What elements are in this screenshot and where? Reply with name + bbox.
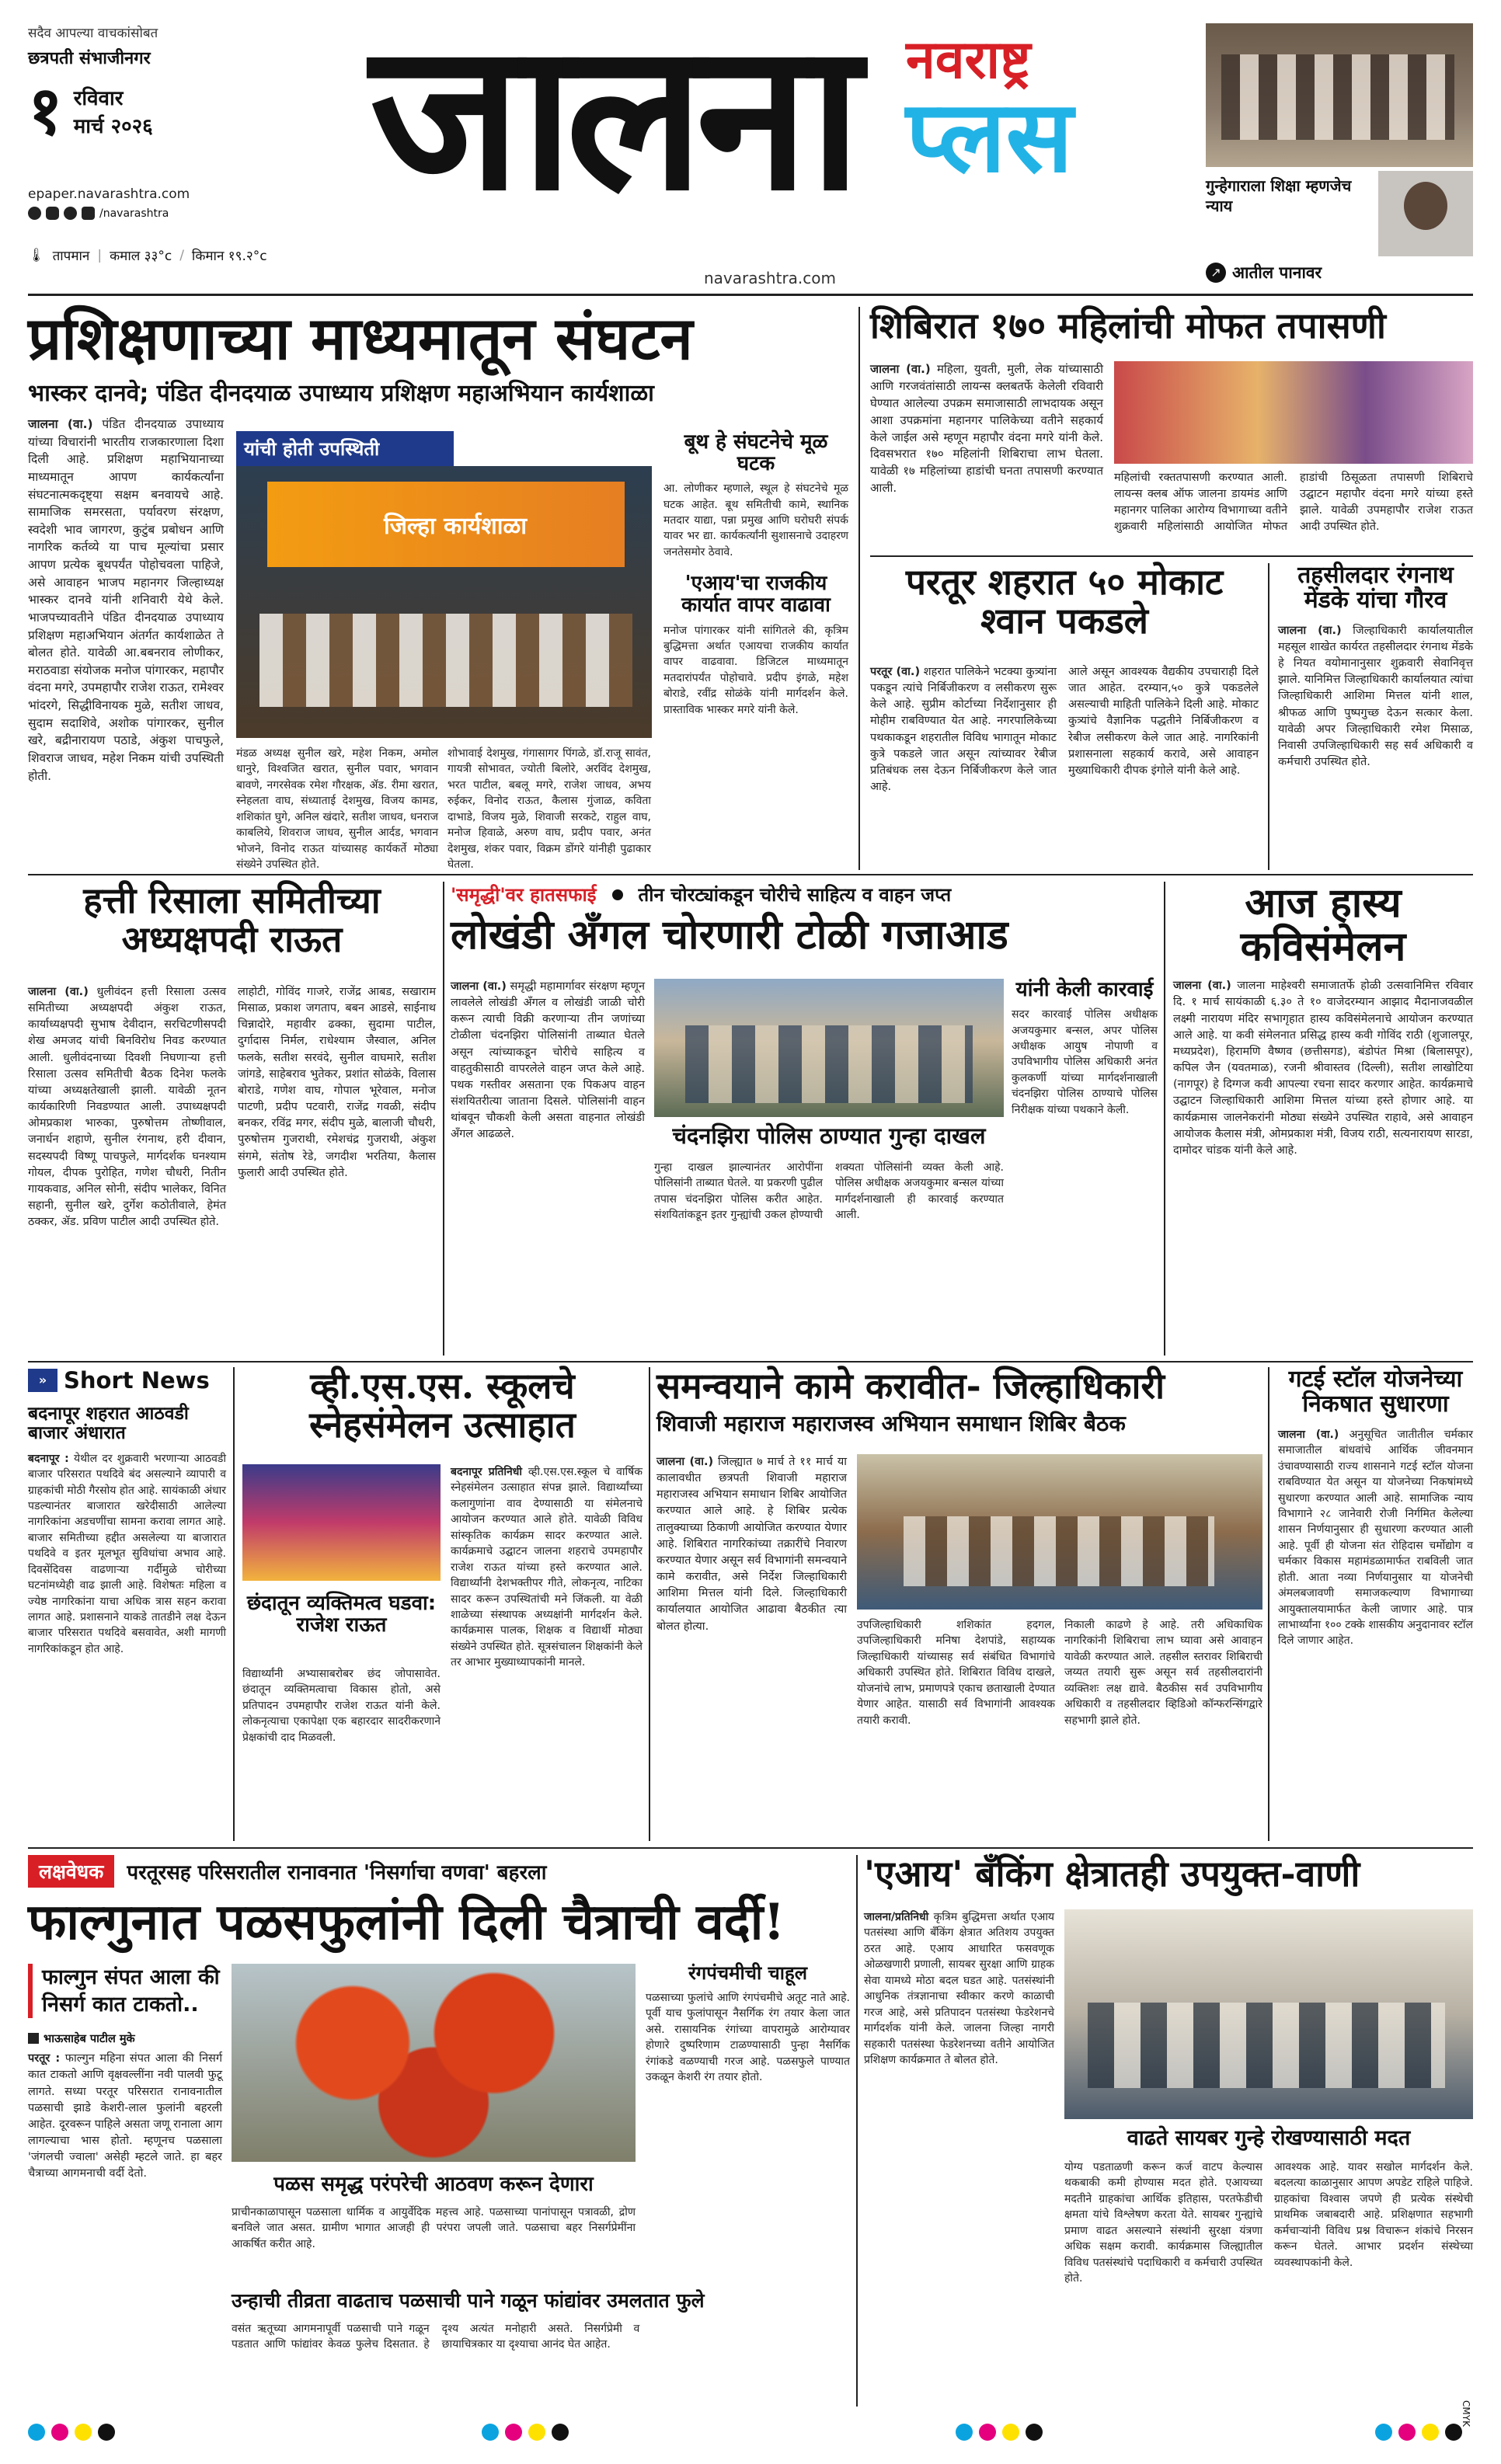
- masthead-month-year: मार्च २०२६: [73, 115, 153, 138]
- story1-text: पंडित दीनदयाळ उपाध्याय यांच्या विचारांनी भारतीय राजकारणाला दिशा दिली आहे. प्रशिक्षण महाभियानाच्या माध्यमातून आपण कार्यकर्त्यांना संघटनात्मकदृष्ट्या सक्षम बनवायचे आहे. सामाजिक समरसता, पर्यावरण संरक्षण, स्वदेशी भाव जागरण, कुटुंब प्रबोधन आणि नागरिक कर्तव्ये या पाच मूल्यांचा प्रसार आपण प्रत्येक बूथपर्यंत पोहोचवला पाहिजे, असे आवाहन भाजप महानगर जिल्हाध्यक्ष भास्कर दानवे यांनी शनिवारी येथे केले. भाजपच्यावतीने पंडित दीनदयाळ उपाध्याय प्रशिक्षण महाअभियान अंतर्गत कार्यशाळेत ते बोलत होते. यावेळी आ.बबनराव लोणीकर, मराठवाडा संयोजक मनोज पांगारकर, महापौर वंदना मगरे, उपमहापौर राजेश राऊत, रामेश्वर भांदरगे, सिद्धीविनायक मुळे, सतीश जाधव, सुदाम सदाशिवे, अशोक पांगारकर, सुनील खरे, बद्रीनारायण पठाडे, अंकुश पाचफुले, शिवराज जाधव, महेश निकम यांची उपस्थिती होती.: [28, 417, 224, 783]
- story8-photo: [242, 1464, 441, 1581]
- story-training-sangathan: [28, 304, 848, 872]
- lakshvedhak-kicker: परतूरसह परिसरातील रानावनात 'निसर्गाचा वणवा' बहरला: [127, 1861, 547, 1885]
- story2-body-2: महिलांची रक्ततपासणी करण्यात आली. लायन्स क्लब ऑफ जालना डायमंड आणि महानगर पालिका आरोग्य विभागाच्या वतीने शुक्रवारी महिलांसाठी आयोजित मोफत हाडांची ठिसूळता तपासणी शिबिराचे उद्घाटन महापौर वंदना मगरे यांच्या हस्ते झाले. यावेळी उपमहापौर राजेश राऊत आदी उपस्थित होते.: [1114, 472, 1473, 534]
- story6-body-2: गुन्हा दाखल झाल्यानंतर आरोपींना पोलिसांनी ताब्यात घेतले. या प्रकरणी पुढील तपास चंदनझिरा पोलिस करीत आहेत. संशयितांकडून इतर गुन्ह्यांची उकल होण्याची शक्यता पोलिसांनी व्यक्त केली आहे. पोलिस अधीक्षक अजयकुमार बन्सल यांच्या मार्गदर्शनाखाली ही कारवाई करण्यात आली.: [654, 1161, 1004, 1222]
- website[interactable]: navarashtra.com: [704, 269, 836, 287]
- masthead-date-number: १: [28, 72, 63, 150]
- story6-headline: लोखंडी अँगल चोरणारी टोळी गजाआड: [451, 911, 1008, 959]
- shortnews-headline: बदनापूर शहरात आठवडी बाजार अंधारात: [28, 1404, 189, 1443]
- story6-photo: [654, 979, 1004, 1117]
- story8-quote-title: छंदातून व्यक्तिमत्व घडवा: राजेश राऊत: [246, 1592, 437, 1637]
- story11-body-3: आवश्यक आहे. यावर सखोल मार्गदर्शन केले. बदलत्या काळानुसार आपण अपडेट राहिले पाहिजे. ग्राहकांचा विश्वास जपणे ही प्रत्येक संस्थेची प्राथमिक जबाबदारी आहे. प्रशिक्षणात सहभागी कर्मचाऱ्यांनी विविध प्रश्न विचारून शंकांचे निरसन करून घेतले. आभार प्रदर्शन संस्थेच्या व्यवस्थापकांनी केले.: [1274, 2161, 1473, 2269]
- story-vss-school: [242, 1367, 643, 1841]
- story1-body-2: मंडळ अध्यक्ष सुनील खरे, महेश निकम, अमोल धानुरे, विश्वजित खरात, सुनील पवार, भगवान बावणे, नगरसेवक रमेश गौरक्षक, ॲड. रीमा खरात, स्नेहलता वाघ, संध्याताई देशमुख, विजय कामड, शशिकांत घुगे, अनिल खंदारे, सतीश जाधव, धनराज काबलिये, शिवराज जाधव, सुनील आर्दड, भगवान भोजने, विनोद राऊत यांच्यासह कार्यकर्ते मोठ्या संख्येने उपस्थित होते.: [236, 747, 438, 872]
- story4-headline: तहसीलदार रंगनाथ मेंडके यांचा गौरव: [1297, 562, 1454, 614]
- promo-author-photo: [1378, 171, 1473, 256]
- promo-author: आतील पानावर: [1232, 263, 1322, 282]
- story11-photo-caption: वाढते सायबर गुन्हे रोखण्यासाठी मदत: [1127, 2126, 1411, 2150]
- story6-dateline: जालना (वा.): [451, 980, 507, 993]
- story9-headline: समन्वयाने कामे करावीत- जिल्हाधिकारी: [656, 1365, 1165, 1407]
- story-hatti-risala: [28, 879, 436, 1356]
- lakshvedhak-body: परतूर : फाल्गुन महिना संपत आला की निसर्ग कात टाकतो आणि वृक्षवल्लींना नवी पालवी फुटू लागते. सध्या परतूर परिसरात रानावनातील पळसाची झाडे केशरी-लाल फुलांनी बहरली आहेत. दूरवरून पाहिले असता जणू रानाला आग लागल्याचा भास होतो. म्हणूनच पळसाला 'जंगलची ज्वाला' असेही म्हटले जाते. हा बहर चैत्राच्या आगमनाची वर्दी देतो.: [28, 2052, 223, 2180]
- story2-photo: [1114, 361, 1473, 464]
- story3-body-2: आले असून आवश्यक वैद्यकीय उपचाराही दिले जात आहेत. दरम्यान,५० कुत्रे पकडलेले असल्याची माहिती पालिकेने दिली आहे. मोकाट कुत्र्यांचे वैज्ञानिक पद्धतीने निर्बिजीकरण व रेबीज लसीकरण केले जात आहे. नागरिकांनी प्रशासनाला सहकार्य करावे, असे आवाहन मुख्याधिकारी दीपक इंगोले यांनी केले आहे.: [1068, 666, 1259, 777]
- lakshvedhak-photo: [232, 1964, 636, 2162]
- story4-body: जालना (वा.) जिल्हाधिकारी कार्यालयातील महसूल शाखेत कार्यरत तहसीलदार रंगनाथ मेंडके हे नियत वयोमानानुसार शुक्रवारी सेवानिवृत्त झाले. यानिमित्त जिल्हाधिकारी कार्यालयात त्यांचा जिल्हाधिकारी आशिमा मित्तल यांनी शाल, श्रीफळ आणि पुष्पगुच्छ देऊन सत्कार केला. यावेळी अपर जिल्हाधिकारी रमेश मिसाळ, निवासी उपजिल्हाधिकारी सह सर्व अधिकारी व कर्मचारी उपस्थित होते.: [1278, 624, 1473, 769]
- byline-icon: [28, 2033, 39, 2044]
- temperature-min: किमान १९.२°c: [191, 249, 267, 264]
- story3-headline: परतूर शहरात ५० मोकाट श्वान पकडले: [905, 561, 1224, 642]
- facebook-icon[interactable]: [28, 207, 41, 220]
- color-registration-marks-right: [1375, 2424, 1468, 2444]
- story1-body: [28, 416, 224, 785]
- story3-body: परतूर (वा.) शहरात पालिकेने भटक्या कुत्र्यांना पकडून त्यांचे निर्बिजीकरण व लसीकरण सुरू केले आहे. सुप्रीम कोर्टाच्या निर्देशानुसार ही मोहीम राबविण्यात येत आहे. नगरपालिकेच्या पथकाकडून शहरातील विविध भागातून मोकाट कुत्रे पकडले जात असून त्यांच्यावर रेबीज प्रतिबंधक लस देऊन निर्बिजीकरण केले जात आहे.: [870, 666, 1057, 794]
- lakshvedhak-headline: फाल्गुनात पळसफुलांनी दिली चैत्राची वर्दी!: [28, 1893, 785, 1951]
- instagram-icon[interactable]: [46, 207, 59, 220]
- story-palash-flowers: [28, 1855, 850, 2407]
- short-news: [28, 1367, 226, 1841]
- youtube-icon[interactable]: [82, 207, 95, 220]
- story1-banner: जिल्हा कार्यशाळा: [267, 482, 625, 567]
- bullet-icon: [612, 889, 623, 900]
- story9-body-3: निकाली काढणे हे आहे. तरी अधिकाधिक नागरिकांनी शिबिराचा लाभ घ्यावा असे आवाहन यावेळी करण्यात आले. तहसील स्तरावर शिबिराची जय्यत तयारी सुरू असून सर्व तहसीलदारांनी व्यक्तिशः लक्ष द्यावे. बैठकीस सर्व उपविभागीय अधिकारी व तहसीलदार व्हिडिओ कॉन्फरन्सिंगद्वारे सहभागी झाले होते.: [1064, 1619, 1262, 1727]
- story9-body: जालना (वा.) जिल्ह्यात ७ मार्च ते ११ मार्च या कालावधीत छत्रपती शिवाजी महाराज महाराजस्व अभियान समाधान शिबिर आयोजित करण्यात आले आहे. हे शिबिर प्रत्येक तालुक्याच्या ठिकाणी आयोजित करण्यात येणार आहे. शिबिरात नागरिकांच्या तक्रारींचे निवारण करण्यात येणार असून सर्व विभागांनी समन्वयाने कामे करावीत, असे निर्देश जिल्हाधिकारी आशिमा मित्तल यांनी दिले. जिल्हाधिकारी कार्यालयात आयोजित आढावा बैठकीत त्या बोलत होत्या.: [656, 1456, 848, 1633]
- brand-top: नवराष्ट्र: [906, 30, 1031, 91]
- story6-sidebar-title: यांनी केली कारवाई: [1015, 978, 1154, 1001]
- story-gatai-stall: [1278, 1367, 1473, 1841]
- story1-box2-title: 'एआय'चा राजकीय कार्यात वापर वाढावा: [681, 572, 831, 618]
- story6-subhead: चंदनझिरा पोलिस ठाण्यात गुन्हा दाखल: [672, 1122, 986, 1149]
- masthead: सदैव आपल्या वाचकांसोबत छत्रपती संभाजीनगर १ रविवार मार्च २०२६ epaper.navarashtra.com /navarashtra 🌡 तापमान | कमाल ३३°c / किमान १९.२°c जालना नवराष्ट्र प्लस गुन्हेगाराला शिक्षा म्हणजेच न्याय ↗ आतील पानावर navarashtra.com: [28, 23, 1473, 291]
- shortnews-dateline: बदनापूर :: [28, 1452, 69, 1465]
- brand-bottom: प्लस: [906, 79, 1074, 196]
- story8-dateline: बदनापूर प्रतिनिधी: [451, 1466, 523, 1478]
- story1-box1-text: आ. लोणीकर म्हणाले, स्थूल हे संघटनेचे मूळ घटक आहेत. बूथ समितीची कामे, स्थानिक मतदार याद्या, पन्ना प्रमुख आणि घरोघरी संपर्क यावर भर द्या. कार्यकर्त्यांनी सुशासनाचे उदाहरण जनतेसमोर ठेवावे.: [663, 482, 848, 559]
- story6-kicker-2: तीन चोरट्यांकडून चोरीचे साहित्य व वाहन जप्त: [638, 884, 952, 906]
- story-hasya-kavi: [1173, 879, 1474, 1356]
- story11-dateline: जालना/प्रतिनिधी: [864, 1911, 929, 1923]
- lakshvedhak-byline: भाऊसाहेब पाटील मुके: [44, 2033, 135, 2046]
- story2-headline: शिबिरात १७० महिलांची मोफत तपासणी: [870, 305, 1386, 346]
- story5-dateline: जालना (वा.): [28, 986, 89, 998]
- story6-kicker: 'समृद्धी'वर हातसफाई: [451, 884, 597, 906]
- story1-dateline: जालना (वा.): [28, 417, 93, 431]
- story6-body: जालना (वा.) समृद्धी महामार्गावर संरक्षण म्हणून लावलेले लोखंडी अँगल व लोखंडी जाळी चोरी करून त्याची विक्री करणाऱ्या तीन जणांच्या टोळीला चंदनझिरा पोलिसांनी ताब्यात घेतले असून त्यांच्याकडून चोरीचे साहित्य व वाहतुकीसाठी वापरलेले वाहन जप्त केले आहे. पथक गस्तीवर असताना एक पिकअप वाहन संशयितरीत्या जाताना दिसले. पोलिसांनी वाहन थांबवून चौकशी केली असता वाहनात लोखंडी अँगल आढळले.: [451, 980, 646, 1141]
- story8-body: बदनापूर प्रतिनिधी व्ही.एस.एस.स्कूल चे वार्षिक स्नेहसंमेलन उत्साहात संपन्न झाले. विद्यार्थ्यांच्या कलागुणांना वाव देण्यासाठी या संमेलनाचे आयोजन करण्यात आले होते. यावेळी विविध सांस्कृतिक कार्यक्रम सादर करण्यात आले. कार्यक्रमाचे उद्घाटन जालना शहराचे उपमहापौर राजेश राऊत यांच्या हस्ते करण्यात आले. विद्यार्थ्यांनी देशभक्तीपर गीते, लोकनृत्य, नाटिका सादर करून उपस्थितांची मने जिंकली. या वेळी शाळेच्या संस्थापक अध्यक्षांनी मार्गदर्शन केले. कार्यक्रमास पालक, शिक्षक व विद्यार्थी मोठ्या संख्येने उपस्थित होते. सूत्रसंचालन शिक्षकांनी केले तर आभार मुख्याध्यापकांनी मानले.: [451, 1466, 643, 1669]
- story11-headline: 'एआय' बँकिंग क्षेत्रातही उपयुक्त-वाणी: [864, 1853, 1360, 1895]
- lakshvedhak-dateline: परतूर :: [28, 2052, 61, 2066]
- promo-box[interactable]: [1159, 23, 1473, 287]
- masthead-tagline: सदैव आपल्या वाचकांसोबत: [28, 26, 158, 41]
- story2-body: जालना (वा.) महिला, युवती, मुली, लेक यांच्यासाठी आणि गरजवंतांसाठी लायन्स क्लबतर्फे केलेली रविवारी घेण्यात आलेल्या उपक्रम समाजासाठी लाभदायक असून आशा उपक्रमांना महानगर पालिकेच्या वतीने सहकार्य केले जाईल असे म्हणून महापौर वंदना मगरे यांनी केले. दिवसभरात १७० महिलांनी शिबिराचा लाभ घेतला. यावेळी १७ महिलांच्या हाडांची घनता तपासणी करण्यात आली.: [870, 362, 1103, 496]
- epaper-link[interactable]: epaper.navarashtra.com: [28, 186, 190, 202]
- story11-photo: [1064, 1909, 1473, 2119]
- story5-body-2: लाहोटी, गोविंद गाजरे, राजेंद्र आबड, सखाराम मिसाळ, प्रकाश जगताप, बबन आडसे, साईनाथ चिन्नादोरे, महावीर ढक्का, सुदामा पाटील, दुर्गादास निर्मल, राधेश्याम जैस्वाल, अनिल फलके, सतीश सरवंदे, सुनील वाघमारे, सतीश जांगडे, साहेबराव भुतेकर, प्रशांत सोळंके, विलास बोराडे, गणेश वाघ, गोपाल भूरेवाल, मनोज पाटणी, प्रदीप पटवारी, राजेंद्र गवळी, संदीप बनकर, रविंद्र मगर, संदीप मुळे, बालाजी चौधरी, पुरुषोत्तम गुजराथी, रमेशचंद्र गुजराथी, अंकुश संगमे, संतोष रेडे, जगदीश भरतिया, कैलास फुलारी आदी उपस्थित होते.: [238, 986, 436, 1179]
- temperature-max: कमाल ३३°c: [110, 249, 172, 264]
- story-ai-banking: [864, 1855, 1473, 2407]
- story1-box1-title: बूथ हे संघटनेचे मूळ घटक: [684, 430, 828, 476]
- story7-headline: आज हास्य कविसंमेलन: [1240, 879, 1406, 971]
- social-handle: /navarashtra: [99, 207, 169, 220]
- short-news-icon: »: [28, 1369, 57, 1392]
- promo-headline: गुन्हेगाराला शिक्षा म्हणजेच न्याय: [1206, 176, 1352, 215]
- color-registration-marks-center: [482, 2424, 575, 2444]
- story-iron-theft-gang: [451, 882, 1158, 1356]
- story11-body-2: योग्य पडताळणी करून कर्ज वाटप केल्यास थकबाकी कमी होण्यास मदत होते. एआयच्या मदतीने ग्राहकांचा आर्थिक इतिहास, परतफेडीची क्षमता यांचे विश्लेषण करता येते. सायबर गुन्ह्यांचे प्रमाण वाढत असल्याने संस्थांनी सुरक्षा यंत्रणा अधिक सक्षम करावी. कार्यक्रमास जिल्ह्यातील विविध पतसंस्थांचे पदाधिकारी व कर्मचारी उपस्थित होते.: [1064, 2161, 1262, 2285]
- story11-body: जालना/प्रतिनिधी कृत्रिम बुद्धिमत्ता अर्थात एआय पतसंस्था आणि बँकिंग क्षेत्रात अतिशय उपयुक्त ठरत आहे. एआय आधारित फसवणूक ओळखणारी प्रणाली, सायबर सुरक्षा आणि ग्राहक सेवा यामध्ये मोठा बदल घडत आहे. पतसंस्थांनी आधुनिक तंत्रज्ञानाचा स्वीकार करणे काळाची गरज आहे, असे प्रतिपादन पतसंस्था फेडरेशनचे मार्गदर्शक यांनी केले. जालना जिल्हा नागरी सहकारी पतसंस्था फेडरेशनच्या वतीने आयोजित प्रशिक्षण कार्यक्रमात ते बोलत होते.: [864, 1911, 1055, 2066]
- story3-dateline: परतूर (वा.): [870, 666, 921, 678]
- lakshvedhak-section-title: रंगपंचमीची चाहूल: [688, 1962, 808, 1984]
- story7-dateline: जालना (वा.): [1173, 980, 1231, 993]
- story-tahsildar-honour: [1278, 563, 1473, 870]
- story-stray-dogs: [870, 563, 1259, 870]
- story1-box2-text: मनोज पांगारकर यांनी सांगितले की, कृत्रिम बुद्धिमत्ता अर्थात एआयचा राजकीय कार्यात वापर वाढवावा. डिजिटल माध्यमातून मतदारांपर्यंत पोहोचावे. प्रदीप इंगळे, महेश बोराडे, रवींद्र सोळंके यांनी मार्गदर्शन केले. प्रास्ताविक भास्कर मगरे यांनी केले.: [663, 624, 848, 716]
- story8-headline: व्ही.एस.एस. स्कूलचे स्नेहसंमेलन उत्साहात: [309, 1365, 576, 1446]
- story6-sidebar-text: सदर कारवाई पोलिस अधीक्षक अजयकुमार बन्सल, अपर पोलिस अधीक्षक आयुष नोपाणी व उपविभागीय पोलिस अधिकारी अनंत कुलकर्णी यांच्या मार्गदर्शनाखाली चंदनझिरा पोलिस ठाण्याचे पोलिस निरीक्षक यांच्या पथकाने केली.: [1012, 1008, 1158, 1116]
- story-collector-meeting: [656, 1367, 1262, 1841]
- lakshvedhak-body-2: वसंत ऋतूच्या आगमनापूर्वी पळसाची पाने गळून पडतात आणि फांद्यांवर केवळ फुलेच दिसतात. हे दृश्य अत्यंत मनोहारी असते. निसर्गप्रेमी व छायाचित्रकार या दृश्याचा आनंद घेत आहेत.: [232, 2323, 640, 2351]
- color-registration-marks: [28, 2424, 121, 2444]
- lakshvedhak-subhead-2: उन्हाची तीव्रता वाढताच पळसाची पाने गळून फांद्यांवर उमलतात फुले: [232, 2289, 705, 2312]
- temperature-label: तापमान: [52, 249, 90, 264]
- arrow-icon: ↗: [1206, 263, 1226, 283]
- masthead-edition: छत्रपती संभाजीनगर: [28, 49, 151, 68]
- lakshvedhak-pull-quote: फाल्गुन संपत आला की निसर्ग कात टाकतो..: [28, 1964, 222, 2018]
- x-icon[interactable]: [64, 207, 77, 220]
- short-news-badge: Short News: [64, 1367, 210, 1394]
- story1-body-3: शोभावाई देशमुख, गंगासागर पिंगळे, डॉ.राजू सावंत, गायत्री सोभावत, ज्योती बिलोरे, अरविंद देशमुख, भरत पाटील, बबलू मगरे, राजेश जाधव, अभय रुईकर, विनोद राऊत, कैलास गुंजाळ, कविता दाभाडे, विजय मुळे, शिवाजी सरकटे, राहुल वाघ, मनोज हिवाळे, अरुण वाघ, प्रदीप पवार, अनंत देशमुख, शंकर पवार, विक्रम डोंगरे यांनीही पुढाकार घेतला.: [448, 747, 651, 872]
- story9-dateline: जालना (वा.): [656, 1456, 714, 1468]
- story5-headline: हत्ती रिसाला समितीच्या अध्यक्षपदी राऊत: [83, 879, 381, 960]
- story9-photo: [857, 1454, 1262, 1610]
- promo-photo: [1206, 23, 1473, 167]
- story1-headline: प्रशिक्षणाच्या माध्यमातून संघटन: [28, 304, 693, 373]
- masthead-day: रविवार: [73, 87, 124, 110]
- cmyk-label: CMYK: [1461, 2400, 1471, 2427]
- story10-body: जालना (वा.) अनुसूचित जातीतील चर्मकार समाजातील बांधवांचे आर्थिक जीवनमान उंचावण्यासाठी राज्य शासनाने गटई स्टॉल योजना राबविण्यात येत असून या योजनेच्या निकषांमध्ये सुधारणा करण्यात आली आहे. सामाजिक न्याय विभागाने २८ जानेवारी रोजी निर्गमित केलेल्या शासन निर्णयानुसार ही सुधारणा करण्यात आली आहे. पूर्वी ही योजना संत रोहिदास चर्मोद्योग व चर्मकार विकास महामंडळामार्फत राबविली जात होती. आता नव्या निर्णयानुसार या योजनेची अंमलबजावणी समाजकल्याण विभागाच्या आयुक्तालयामार्फत केली जाणार आहे. पात्र लाभार्थ्यांना १०० टक्के शासकीय अनुदानावर स्टॉल दिले जाणार आहेत.: [1278, 1428, 1473, 1648]
- story7-body: जालना (वा.) जालना माहेश्वरी समाजातर्फे होळी उत्सवानिमित्त रविवार दि. १ मार्च सायंकाळी ६.३० ते १० वाजेदरम्यान आझाद मैदानाजवळील लक्ष्मी नारायण मंदिर सभागृहात हास्य कविसंमेलनाचे आयोजन करण्यात आले आहे. या कवी संमेलनात प्रसिद्ध हास्य कवी गोविंद राठी (शुजालपूर, मध्यप्रदेश), हिरामणि वैष्णव (छत्तीसगड), बंडोपंत मिश्रा (बिलासपूर), कपिल जैन (यवतमाळ), रजनी श्रीवास्तव (दिल्ली), सतीश लाखोटिया (नागपूर) हे दिग्गज कवी आपल्या रचना सादर करणार आहेत. कार्यक्रमाचे उद्घाटन जिल्हाधिकारी आशिमा मित्तल यांच्या हस्ते होणार आहे. या कार्यक्रमास जालनेकरांनी मोठ्या संख्येने उपस्थित राहावे, असे आवाहन आयोजक कैलास मंत्री, ओमप्रकाश मंत्री, विजय राठी, सत्यनारायण सारडा, दामोदर चांडक यांनी केले आहे.: [1173, 980, 1474, 1157]
- story1-photo: [236, 466, 652, 738]
- story5-body: जालना (वा.) धुलीवंदन हत्ती रिसाला उत्सव समितीच्या अध्यक्षपदी अंकुश राऊत, कार्याध्यक्षपदी सुभाष देवीदान, सरचिटणीसपदी शेख अमजद यांची बिनविरोध निवड करण्यात आली. धुलीवंदनाच्या दिवशी निघणाऱ्या हत्ती रिसाला उत्सव समितीची बैठक दिनेश फलके यांच्या अध्यक्षतेखाली झाली. यावेळी नूतन कार्यकारिणी निवडण्यात आली. उपाध्यक्षपदी ओमप्रकाश भारुका, पुरुषोत्तम तोष्णीवाल, जनार्धन शहाणे, सुनील रंगनाथ, हरी दीवान, सदस्यपदी विष्णू पाचफुले, मार्गदर्शक घनश्याम गोयल, दीपक पुरोहित, गणेश चौधरी, नितीन गायकवाड, अनिल सोनी, संदीप भालेकर, विनित सहानी, सुनील खरे, दुर्गेश कठोतीवाले, हेमंत ठक्कर, ॲड. प्रविण पाटील आदी उपस्थित होते.: [28, 986, 227, 1229]
- lakshvedhak-section-text: पळसाच्या फुलांचे आणि रंगपंचमीचे अतूट नाते आहे. पूर्वी याच फुलांपासून नैसर्गिक रंग तयार केला जात असे. रासायनिक रंगांच्या वापरामुळे आरोग्यावर होणारे दुष्परिणाम टाळण्यासाठी पुन्हा नैसर्गिक रंगांकडे वळण्याची गरज आहे. पळसफुले पाण्यात उकळून केशरी रंग तयार होतो.: [646, 1991, 850, 2084]
- thermometer-icon: 🌡: [28, 247, 45, 263]
- masthead-title: जालना: [370, 0, 855, 235]
- lakshvedhak-caption-text: प्राचीनकाळापासून पळसाला धार्मिक व आयुर्वेदिक महत्त्व आहे. पळसाच्या पानांपासून पत्रावळी, द्रोण बनविले जात असत. ग्रामीण भागात आजही ही परंपरा जपली जाते. पळसाचा बहर निसर्गप्रेमींना आकर्षित करीत आहे.: [232, 2206, 636, 2250]
- lakshvedhak-badge: लक्षवेधक: [28, 1855, 114, 1888]
- story10-dateline: जालना (वा.): [1278, 1428, 1339, 1441]
- story2-dateline: जालना (वा.): [870, 362, 931, 376]
- shortnews-body: बदनापूर : येथील दर शुक्रवारी भरणाऱ्या आठवडी बाजार परिसरात पथदिवे बंद असल्याने व्यापारी व ग्राहकांची मोठी गैरसोय होत आहे. सायंकाळी अंधार पडल्यानंतर बाजारात खरेदीसाठी आलेल्या नागरिकांना अडचणींचा सामना करावा लागत आहे. बाजार समितीच्या हद्दीत असलेल्या या बाजारात पथदिवे व इतर मूलभूत सुविधांचा अभाव आहे. दिवसेंदिवस वाढणाऱ्या गर्दीमुळे चोरीच्या घटनांमध्येही वाढ झाली आहे. विशेषतः महिला व ज्येष्ठ नागरिकांना याचा अधिक त्रास सहन करावा लागत आहे. प्रशासनाने याकडे तातडीने लक्ष देऊन बाजार परिसरात पथदिवे बसवावेत, अशी मागणी नागरिकांकडून होत आहे.: [28, 1452, 226, 1655]
- story9-subhead: शिवाजी महाराज महाराजस्व अभियान समाधान शिबिर बैठक: [656, 1410, 1126, 1436]
- story1-sidebar-title: यांची होती उपस्थिती: [236, 431, 454, 466]
- story1-subhead: भास्कर दानवे; पंडित दीनदयाळ उपाध्याय प्रशिक्षण महाअभियान कार्यशाळा: [28, 380, 654, 408]
- color-registration-marks-center-2: [956, 2424, 1049, 2444]
- lakshvedhak-caption: पळस समृद्ध परंपरेची आठवण करून देणारा: [273, 2173, 594, 2196]
- story10-headline: गटई स्टॉल योजनेच्या निकषात सुधारणा: [1288, 1366, 1463, 1418]
- story8-quote-text: विद्यार्थ्यांनी अभ्यासाबरोबर छंद जोपासावेत. छंदातून व्यक्तिमत्वाचा विकास होतो, असे प्रतिपादन उपमहापौर राजेश राऊत यांनी केले. लोकनृत्याचा एकापेक्षा एक बहारदार सादरीकरणाने प्रेक्षकांची दाद मिळवली.: [242, 1668, 441, 1744]
- story4-dateline: जालना (वा.): [1278, 624, 1342, 637]
- story-women-health-camp: [870, 307, 1473, 563]
- story9-body-2: उपजिल्हाधिकारी शशिकांत हदगल, उपजिल्हाधिकारी मनिषा देशपांडे, सहाय्यक जिल्हाधिकारी यांच्यासह सर्व संबंधित विभागांचे अधिकारी उपस्थित होते. शिबिरात विविध दाखले, योजनांचे लाभ, प्रमाणपत्रे एकाच छताखाली देण्यात येणार आहेत. यासाठी सर्व विभागांनी आवश्यक तयारी करावी.: [857, 1619, 1055, 1727]
- masthead-divider: [28, 294, 1473, 296]
